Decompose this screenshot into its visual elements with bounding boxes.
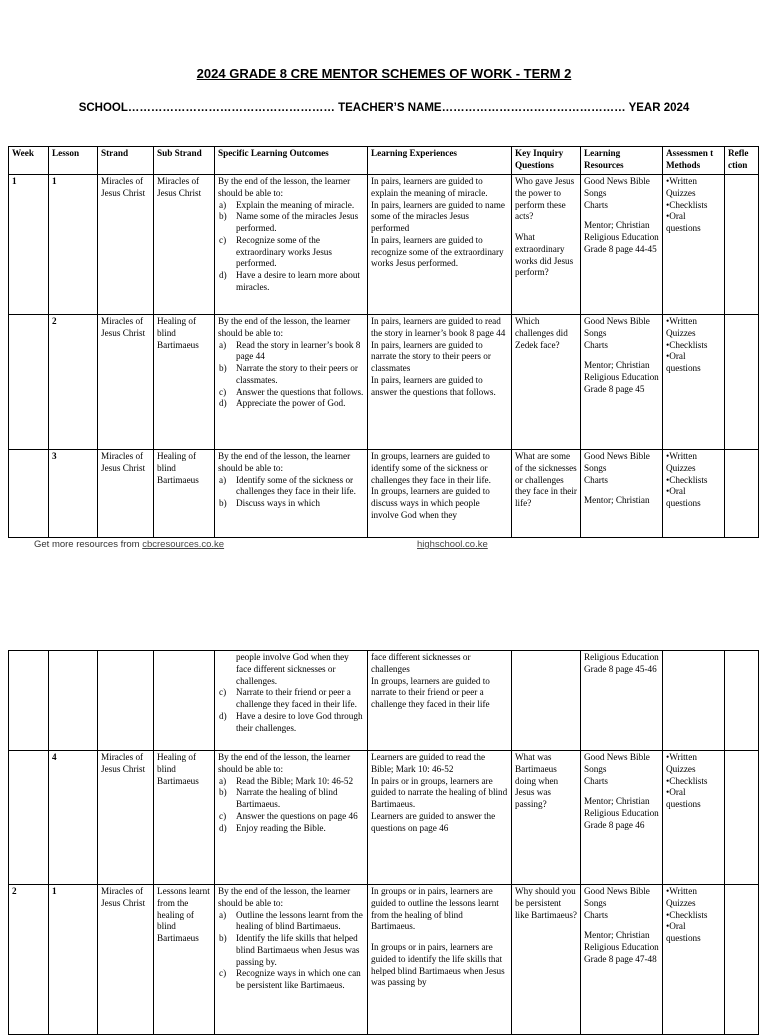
outcome-text: Recognize some of the extraordinary works Jesus performed. [236, 234, 332, 269]
cell-reflection [725, 175, 759, 315]
cell-reflection [725, 315, 759, 450]
outcome-marker: d) [219, 710, 227, 721]
cell-sub-strand: Healing of blind Bartimaeus [154, 450, 215, 538]
cell-assessment-methods [663, 315, 725, 450]
assessment-item: •Checklists [666, 775, 708, 786]
outcome-item [218, 711, 364, 735]
resource-item: Mentor; Christian Religious Education Grade 8 page 47-48 [584, 930, 659, 964]
header-sub-strand: Sub Strand [154, 147, 215, 175]
cell-lesson: 1 [49, 885, 98, 1035]
outcome-marker: a) [219, 909, 227, 920]
inquiry-question: Who gave Jesus the power to perform these acts? [515, 176, 575, 222]
outcome-item [218, 387, 364, 399]
outcome-marker: a) [219, 199, 227, 210]
school-teacher-year-line: SCHOOL……………………………………………… TEACHER’S NAME………………………………………… YEAR 2024 [78, 102, 690, 114]
outcomes-list [218, 910, 364, 992]
outcome-marker: d) [219, 398, 227, 409]
outcome-item [218, 787, 364, 811]
footer-prefix: Get more resources from [34, 539, 143, 550]
cell-lesson: 3 [49, 450, 98, 538]
outcome-marker: a) [219, 339, 227, 350]
outcomes-list [218, 776, 364, 835]
table-row [9, 315, 759, 450]
cell-week [9, 315, 49, 450]
outcome-marker: c) [219, 234, 227, 245]
outcome-item [218, 498, 364, 510]
outcome-item [218, 933, 364, 968]
resource-item: Good News Bible [584, 752, 650, 762]
header-key-inquiry-questions: Key Inquiry Questions [512, 147, 581, 175]
outcome-text: Have a desire to love God through their challenges. [236, 710, 363, 733]
cell-learning-experiences [368, 885, 512, 1035]
outcome-text: Read the Bible; Mark 10: 46-52 [236, 775, 354, 786]
cell-strand: Miracles of Jesus Christ [98, 885, 154, 1035]
cell-learning-resources [581, 651, 663, 751]
outcome-text: Narrate to their friend or peer a challenge they faced in their life. [236, 687, 357, 710]
cell-assessment-methods [663, 751, 725, 885]
document-title: 2024 GRADE 8 CRE MENTOR SCHEMES OF WORK - TERM 2 [196, 66, 572, 81]
cell-week [9, 450, 49, 538]
cell-strand [98, 651, 154, 751]
cell-learning-outcomes [215, 315, 368, 450]
outcomes-list [218, 200, 364, 294]
experience-text: In groups, learners are guided to discuss ways in which people involve God when they [371, 486, 490, 520]
cell-assessment-methods [663, 885, 725, 1035]
outcome-item [218, 687, 364, 711]
outcome-marker: c) [219, 386, 227, 397]
experience-text: In groups, learners are guided to narrate to their friend or peer a challenge they faced in their life [371, 675, 490, 710]
table-row [9, 175, 759, 315]
assessment-item: •Checklists [666, 909, 708, 920]
assessment-item: •Oral questions [666, 486, 701, 509]
cell-week [9, 751, 49, 885]
cell-learning-resources [581, 175, 663, 315]
cell-sub-strand: Healing of blind Bartimaeus [154, 751, 215, 885]
outcome-marker: b) [219, 787, 227, 798]
cell-reflection [725, 751, 759, 885]
resource-item: Good News Bible [584, 451, 650, 461]
outcome-marker: a) [219, 775, 227, 786]
resource-item: Songs [584, 763, 607, 774]
outcome-marker: d) [219, 822, 227, 833]
outcome-text: Read the story in learner’s book 8 page 44 [236, 339, 361, 362]
cell-learning-experiences [368, 315, 512, 450]
experience-text: In pairs or in groups, learners are guided to narrate the healing of blind Bartimaeus. [371, 775, 508, 810]
outcome-text: Discuss ways in which [236, 498, 320, 509]
assessment-item: •Oral questions [666, 921, 701, 944]
inquiry-question: What extraordinary works did Jesus perform? [515, 232, 574, 278]
cell-key-inquiry-questions [512, 315, 581, 450]
assessment-item: •Written Quizzes [666, 752, 697, 774]
experience-text: In pairs, learners are guided to recognize some of the extraordinary works Jesus performed. [371, 234, 504, 269]
assessment-item: •Written Quizzes [666, 316, 697, 338]
header-assessment-methods: Assessmen t Methods [663, 147, 725, 175]
outcome-item [218, 823, 364, 835]
outcomes-intro: By the end of the lesson, the learner should be able to: [218, 451, 351, 473]
experience-text: In pairs, learners are guided to read the story in learner’s book 8 page 44 [371, 316, 506, 338]
resource-item: Charts [584, 339, 608, 350]
assessment-item: •Written Quizzes [666, 886, 697, 908]
outcome-item [218, 211, 364, 235]
header-reflection: Refle ction [725, 147, 759, 175]
experience-text: Learners are guided to read the Bible; Mark 10: 46-52 [371, 752, 486, 774]
footer-link-highschool-wrap [417, 539, 488, 550]
cell-learning-outcomes [215, 450, 368, 538]
footer-link-highschool[interactable]: highschool.co.ke [417, 539, 488, 550]
outcome-item [218, 475, 364, 499]
assessment-item: •Checklists [666, 339, 708, 350]
assessment-item: •Oral questions [666, 351, 701, 374]
outcomes-intro: By the end of the lesson, the learner should be able to: [218, 752, 351, 774]
outcome-item [218, 340, 364, 364]
outcome-marker: b) [219, 363, 227, 374]
table-row [9, 450, 759, 538]
cell-lesson: 1 [49, 175, 98, 315]
table-row [9, 651, 759, 751]
outcome-marker: d) [219, 270, 227, 281]
resource-item: Religious Education Grade 8 page 45-46 [584, 652, 659, 674]
outcome-text: Have a desire to learn more about miracles. [236, 270, 360, 292]
resource-item: Songs [584, 187, 607, 198]
inquiry-question: Why should you be persistent like Bartimaeus? [515, 886, 577, 920]
cell-key-inquiry-questions [512, 175, 581, 315]
outcome-item [218, 235, 364, 270]
cell-learning-resources [581, 751, 663, 885]
cell-lesson [49, 651, 98, 751]
cell-week [9, 651, 49, 751]
outcomes-intro: By the end of the lesson, the learner should be able to: [218, 176, 351, 198]
cell-week: 2 [9, 885, 49, 1035]
resource-item: Charts [584, 474, 608, 485]
outcomes-intro: By the end of the lesson, the learner should be able to: [218, 886, 351, 908]
inquiry-question: Which challenges did Zedek face? [515, 316, 568, 350]
experience-text: In groups or in pairs, learners are guided to outline the lessons learnt from the healing of blind Bartimaeus. [371, 886, 499, 932]
cell-sub-strand [154, 651, 215, 751]
cell-sub-strand: Healing of blind Bartimaeus [154, 315, 215, 450]
outcome-item [218, 270, 364, 294]
outcome-item [218, 363, 364, 387]
experience-text: In groups or in pairs, learners are guided to identify the life skills that helped blind Bartimaeus when Jesus was passing by [371, 942, 505, 988]
outcome-text: people involve God when they face different sicknesses or challenges. [236, 652, 349, 686]
outcome-marker: b) [219, 498, 227, 509]
outcome-marker: b) [219, 933, 227, 944]
assessment-item: •Written Quizzes [666, 176, 697, 198]
cell-key-inquiry-questions [512, 651, 581, 751]
cell-learning-resources [581, 450, 663, 538]
cell-sub-strand: Lessons learnt from the healing of blind Bartimaeus [154, 885, 215, 1035]
outcome-text: Identify the life skills that helped blind Bartimaeus when Jesus was passing by. [236, 933, 360, 967]
cell-assessment-methods [663, 651, 725, 751]
outcome-item [218, 910, 364, 934]
inquiry-question: What was Bartimaeus doing when Jesus was passing? [515, 752, 559, 810]
outcome-text: Narrate the story to their peers or classmates. [236, 363, 358, 385]
cell-learning-experiences [368, 751, 512, 885]
outcome-marker: c) [219, 968, 227, 979]
table-header-row [9, 147, 759, 175]
header-learning-resources: Learning Resources [581, 147, 663, 175]
resource-item: Good News Bible [584, 886, 650, 896]
outcomes-list [218, 340, 364, 411]
resource-item: Charts [584, 909, 608, 920]
resource-item: Good News Bible [584, 176, 650, 186]
cell-lesson: 2 [49, 315, 98, 450]
assessment-item: •Written Quizzes [666, 451, 697, 473]
assessment-item: •Oral questions [666, 211, 701, 234]
resource-item: Charts [584, 199, 608, 210]
experience-text: face different sicknesses or challenges [371, 652, 471, 674]
schemes-table-page-2 [8, 650, 759, 1035]
resource-item: Charts [584, 775, 608, 786]
cell-key-inquiry-questions [512, 885, 581, 1035]
outcomes-list [218, 652, 364, 734]
cell-reflection [725, 651, 759, 751]
resource-item: Songs [584, 897, 607, 908]
resource-item: Songs [584, 327, 607, 338]
assessment-item: •Checklists [666, 199, 708, 210]
cell-strand: Miracles of Jesus Christ [98, 315, 154, 450]
outcome-text: Appreciate the power of God. [236, 398, 346, 409]
footer-resources-note [34, 539, 224, 550]
resource-item: Mentor; Christian [584, 495, 650, 506]
outcome-text: Answer the questions on page 46 [236, 810, 358, 821]
outcome-item [218, 398, 364, 410]
outcome-item [218, 811, 364, 823]
resource-item: Good News Bible [584, 316, 650, 326]
cell-learning-experiences [368, 651, 512, 751]
outcomes-intro: By the end of the lesson, the learner should be able to: [218, 316, 351, 338]
outcome-item [218, 776, 364, 788]
cell-lesson: 4 [49, 751, 98, 885]
cell-learning-resources [581, 885, 663, 1035]
experience-text: In pairs, learners are guided to explain the meaning of miracle. [371, 176, 488, 198]
outcome-text: Outline the lessons learnt from the healing of blind Bartimaeus. [236, 909, 363, 932]
resource-item: Mentor; Christian Religious Education Grade 8 page 44-45 [584, 220, 659, 254]
outcome-marker: c) [219, 687, 227, 698]
outcome-item [218, 200, 364, 212]
cell-learning-outcomes [215, 751, 368, 885]
experience-text: In pairs, learners are guided to answer the questions that follows. [371, 374, 496, 397]
experience-text: In pairs, learners are guided to name some of the miracles Jesus performed [371, 199, 505, 234]
footer-link-cbcresources[interactable]: cbcresources.co.ke [142, 539, 225, 550]
assessment-item: •Checklists [666, 474, 708, 485]
cell-reflection [725, 450, 759, 538]
outcome-text: Explain the meaning of miracle. [236, 199, 355, 210]
outcome-marker: c) [219, 810, 227, 821]
header-learning-experiences: Learning Experiences [368, 147, 512, 175]
cell-reflection [725, 885, 759, 1035]
cell-key-inquiry-questions [512, 751, 581, 885]
cell-assessment-methods [663, 175, 725, 315]
cell-learning-outcomes [215, 885, 368, 1035]
resource-item: Mentor; Christian Religious Education Grade 8 page 46 [584, 796, 659, 830]
cell-learning-resources [581, 315, 663, 450]
table-row [9, 885, 759, 1035]
header-strand: Strand [98, 147, 154, 175]
cell-learning-outcomes [215, 651, 368, 751]
resource-item: Mentor; Christian Religious Education Grade 8 page 45 [584, 360, 659, 394]
cell-strand: Miracles of Jesus Christ [98, 450, 154, 538]
outcome-marker: b) [219, 211, 227, 222]
outcome-text: Identify some of the sickness or challenges they face in their life. [236, 474, 356, 497]
outcome-text: Enjoy reading the Bible. [236, 822, 326, 833]
assessment-item: •Oral questions [666, 787, 701, 810]
outcome-text: Narrate the healing of blind Bartimaeus. [236, 787, 338, 810]
header-lesson: Lesson [49, 147, 98, 175]
cell-learning-outcomes [215, 175, 368, 315]
outcome-text: Name some of the miracles Jesus performed. [236, 211, 359, 234]
cell-learning-experiences [368, 450, 512, 538]
outcomes-list [218, 475, 364, 510]
experience-text: In pairs, learners are guided to narrate the story to their peers or classmates [371, 339, 491, 374]
cell-strand: Miracles of Jesus Christ [98, 175, 154, 315]
cell-learning-experiences [368, 175, 512, 315]
cell-assessment-methods [663, 450, 725, 538]
outcome-text: Recognize ways in which one can be persistent like Bartimaeus. [236, 968, 361, 991]
inquiry-question: What are some of the sicknesses or challenges they face in their life? [515, 451, 577, 509]
header-learning-outcomes: Specific Learning Outcomes [215, 147, 368, 175]
cell-strand: Miracles of Jesus Christ [98, 751, 154, 885]
cell-week: 1 [9, 175, 49, 315]
resource-item: Songs [584, 462, 607, 473]
cell-key-inquiry-questions [512, 450, 581, 538]
outcome-text: Answer the questions that follows. [236, 386, 364, 397]
schemes-table-page-1 [8, 146, 759, 538]
outcome-item [218, 968, 364, 992]
header-week: Week [9, 147, 49, 175]
table-row [9, 751, 759, 885]
experience-text: Learners are guided to answer the questions on page 46 [371, 810, 496, 833]
experience-text: In groups, learners are guided to identify some of the sickness or challenges they face in their life. [371, 451, 491, 485]
outcome-marker: a) [219, 474, 227, 485]
cell-sub-strand: Miracles of Jesus Christ [154, 175, 215, 315]
outcome-item [218, 652, 364, 687]
